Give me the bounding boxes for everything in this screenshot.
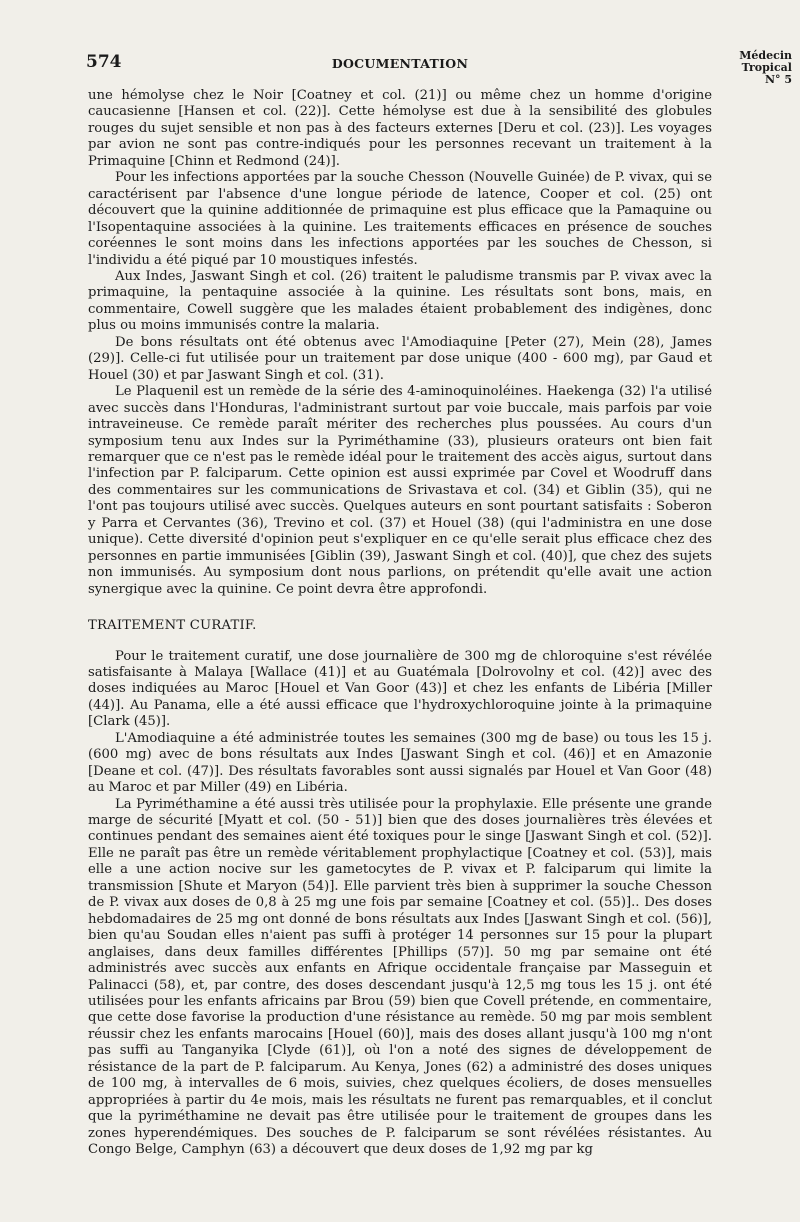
running-title: DOCUMENTATION [331,56,469,71]
paragraph-chesson-strain: Pour les infections apportées par la souche Chesson (Nouvelle Guinée) de P. vivax, qui se caractérisent par l'absence d'une longue période de latence, Cooper et col. (25) ont découvert que la quinine additionnée de primaquine est plus efficace que la Pamaquine ou l'Isopentaquine associées à la quinine. Les traitements efficaces en présence de souches coréennes le sont moins dans les infections apportées par les souches de Chesson, si l'individu a été piqué par 10 moustiques infestés. [88,170,712,268]
paragraph-amodiaquine-weekly: L'Amodiaquine a été administrée toutes les semaines (300 mg de base) ou tous les 15 j. (600 mg) avec de bons résultats aux Indes [Jaswant Singh et col. (46)] et en Amazonie [Deane et col. (47)]. Des résultats favorables sont aussi signalés par Houel et Van Goor (48) au Maroc et par Miller (49) en Libéria. [88,730,712,796]
journal-tag-line3: N° 5 [764,73,792,86]
paragraph-india-primaquine: Aux Indes, Jaswant Singh et col. (26) traitent le paludisme transmis par P. vivax avec la primaquine, la pentaquine associée à la quinine. Les résultats sont bons, mais, en commentaire, Cowell suggère que les malades étaient probablement des indigènes, donc plus ou moins immunisés contre la malaria. [88,268,712,334]
paragraph-plaquenil: Le Plaquenil est un remède de la série des 4-aminoquinoléines. Haekenga (32) l'a utilisé avec succès dans l'Honduras, l'administrant surtout par voie buccale, mais parfois par voie intraveineuse. Ce remède paraît mériter des recherches plus poussées. Au cours d'un symposium tenu aux Indes sur la Pyriméthamine (33), plusieurs orateurs ont bien fait remarquer que ce n'est pas le remède idéal pour le traitement des accès aigus, surtout dans l'infection par P. falciparum. Cette opinion est aussi exprimée par Covel et Woodruff dans des commentaires sur les communications de Srivastava et col. (34) et Giblin (35), qui ne l'ont pas toujours utilisé avec succès. Quelques auteurs en sont pourtant satisfaits : Soberon y Parra et Cervantes (36), Trevino et col. (37) et Houel (38) (qui l'administra en une dose unique). Cette diversité d'opinion peut s'expliquer en ce qu'elle serait plus efficace chez des personnes en partie immunisées [Giblin (39), Jaswant Singh et col. (40)], que chez des sujets non immunisés. Au symposium dont nous parlions, on prétendit qu'elle avait une action synergique avec la quinine. Ce point devra être approfondi. [88,384,712,597]
section-heading-curative: TRAITEMENT CURATIF. [88,618,257,634]
paragraph-pyrimethamine: La Pyriméthamine a été aussi très utilisée pour la prophylaxie. Elle présente une grande marge de sécurité [Myatt et col. (50 - 51)] bien que des doses journalières très élevées et continues pendant des semaines aient été toxiques pour le singe [Jaswant Singh et col. (52)]. Elle ne paraît pas être un remède véritablement prophylactique [Coatney et col. (53)], mais elle a une action nocive sur les gametocytes de P. vivax et P. falciparum qui limite la transmission [Shute et Maryon (54)]. Elle parvient très bien à supprimer la souche Chesson de P. vivax aux doses de 0,8 à 25 mg une fois par semaine [Coatney et col. (55)].. Des doses hebdomadaires de 25 mg ont donné de bons résultats aux Indes [Jaswant Singh et col. (56)], bien qu'au Soudan elles n'aient pas suffi à protéger 14 personnes sur 15 pour la plupart anglaises, dans deux familles différentes [Phillips (57)]. 50 mg par semaine ont été administrés avec succès aux enfants en Afrique occidentale française par Masseguin et Palinacci (58), et, par contre, des doses descendant jusqu'à 12,5 mg tous les 15 j. ont été utilisées pour les enfants africains par Brou (59) bien que Covell prétende, en commentaire, que cette dose favorise la production d'une résistance au remède. 50 mg par mois semblent réussir chez les enfants marocains [Houel (60)], mais des doses allant jusqu'à 100 mg n'ont pas suffi au Tanganyika [Clyde (61)], où l'on a noté des signes de développement de résistance de la part de P. falciparum. Au Kenya, Jones (62) a administré des doses uniques de 100 mg, à intervalles de 6 mois, suivies, chez quelques écoliers, de doses mensuelles appropriées à partir du 4e mois, mais les résultats ne furent pas remarquables, et il conclut que la pyriméthamine ne devait pas être utilisée pour le traitement de groupes dans les zones hyperendémiques. Des souches de P. falciparum se sont révélées résistantes. Au Congo Belge, Camphyn (63) a découvert que deux doses de 1,92 mg par kg [88,796,712,1158]
article-body [88,88,712,1159]
paragraph-hemolysis: une hémolyse chez le Noir [Coatney et col. (21)] ou même chez un homme d'origine caucasienne [Hansen et col. (22)]. Cette hémolyse est due à la sensibilité des globules rouges du sujet sensible et non pas à des facteurs externes [Deru et col. (23)]. Les voyages par avion ne sont pas contre-indiqués pour les personnes recevant un traitement à la Primaquine [Chinn et Redmond (24)]. [88,88,712,169]
journal-tag-line1: Médecin [739,49,792,62]
paragraph-amodiaquine: De bons résultats ont été obtenus avec l'Amodiaquine [Peter (27), Mein (28), James (29)]. Celle-ci fut utilisée pour un traitement par dose unique (400 - 600 mg), par Gaud et Houel (30) et par Jaswant Singh et col. (31). [88,334,712,383]
journal-tag-line2: Tropical [741,61,792,74]
journal-tag [739,50,792,86]
paragraph-chloroquine: Pour le traitement curatif, une dose journalière de 300 mg de chloroquine s'est révélée satisfaisante à Malaya [Wallace (41)] et au Guatémala [Dolrovolny et col. (42)] avec des doses indiquées au Maroc [Houel et Van Goor (43)] et chez les enfants de Libéria [Miller (44)]. Au Panama, elle a été aussi efficace que l'hydroxychloroquine jointe à la primaquine [Clark (45)]. [88,648,712,730]
page-number: 574 [86,52,122,72]
